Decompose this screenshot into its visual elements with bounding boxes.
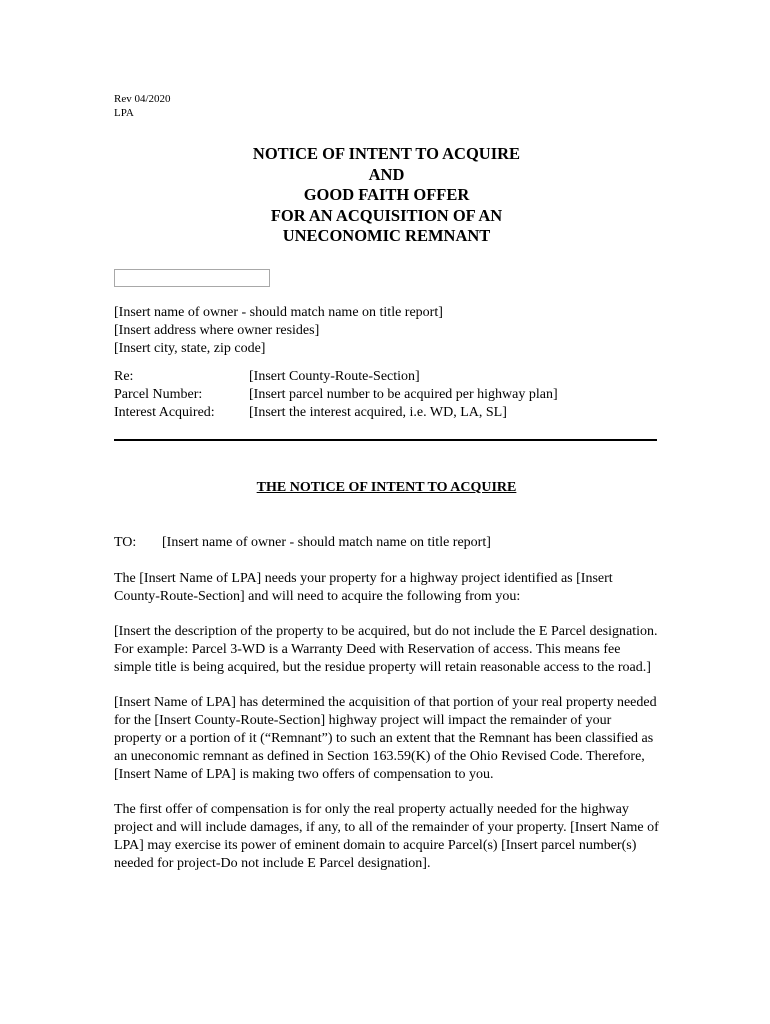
owner-city: [Insert city, state, zip code] <box>114 340 266 356</box>
date-input-field[interactable] <box>114 269 270 287</box>
owner-name: [Insert name of owner - should match name on title report] <box>114 304 443 320</box>
to-label: TO: <box>114 534 137 550</box>
parcel-value: [Insert parcel number to be acquired per highway plan] <box>249 386 558 402</box>
title-line-5: UNECONOMIC REMNANT <box>282 226 491 246</box>
revision-org: LPA <box>114 107 134 119</box>
to-value: [Insert name of owner - should match name on title report] <box>162 534 491 550</box>
section-heading: THE NOTICE OF INTENT TO ACQUIRE <box>256 479 517 495</box>
reference-row-interest <box>114 404 558 422</box>
title-line-2: AND <box>368 164 405 184</box>
title-line-4: FOR AN ACQUISITION OF AN <box>270 205 503 225</box>
revision-date: Rev 04/2020 <box>114 93 171 105</box>
paragraph-3: [Insert Name of LPA] has determined the acquisition of that portion of your real property needed for the [Insert County-Route-Section] highway project will impact the remainder of your property or a portion of it (“Remnant”) to such an extent that the Remnant has been classified as an uneconomic remnant as defined in Section 163.59(K) of the Ohio Revised Code. Therefore, [Insert Name of LPA] is making two offers of compensation to you. <box>114 694 657 782</box>
paragraph-2: [Insert the description of the property to be acquired, but do not include the E Parcel designation. For example: Parcel 3-WD is a Warranty Deed with Reservation of access. This means fee simple title is being acquired, but the residue property will retain reasonable access to the road.] <box>114 623 658 675</box>
document-page <box>114 92 659 873</box>
title-line-3: GOOD FAITH OFFER <box>303 185 470 205</box>
document-title <box>114 144 659 247</box>
reference-table <box>114 368 558 422</box>
interest-value: [Insert the interest acquired, i.e. WD, LA, SL] <box>249 404 507 420</box>
owner-street: [Insert address where owner resides] <box>114 322 320 338</box>
reference-row-parcel <box>114 386 558 404</box>
title-line-1: NOTICE OF INTENT TO ACQUIRE <box>252 144 521 163</box>
reference-row-re <box>114 368 558 386</box>
re-value: [Insert County-Route-Section] <box>249 368 420 384</box>
re-label: Re: <box>114 368 134 384</box>
paragraph-1: The [Insert Name of LPA] needs your property for a highway project identified as [Insert County-Route-Section] and will need to acquire the following from you: <box>114 570 613 604</box>
paragraph-4: The first offer of compensation is for only the real property actually needed for the highway project and will include damages, if any, to all of the remainder of your property. [Insert Name of LPA] may exercise its power of eminent domain to acquire Parcel(s) [Insert parcel number(s) needed for project-Do not include E Parcel designation]. <box>114 801 659 871</box>
horizontal-divider <box>114 439 657 441</box>
revision-header <box>114 92 659 120</box>
interest-label: Interest Acquired: <box>114 404 215 420</box>
parcel-label: Parcel Number: <box>114 386 203 402</box>
owner-address-block <box>114 304 659 358</box>
to-line <box>114 534 659 552</box>
